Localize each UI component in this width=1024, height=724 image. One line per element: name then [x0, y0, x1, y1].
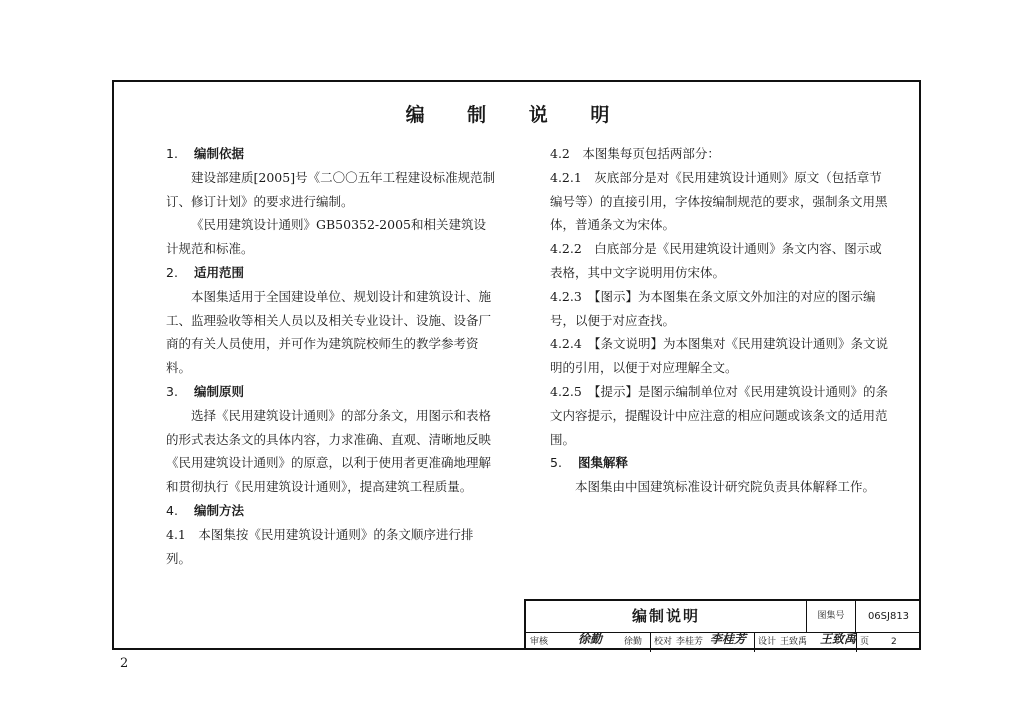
section-1-heading: [166, 142, 496, 166]
check-name: 李桂芳: [676, 637, 704, 647]
section-1-para-2: 《民用建筑设计通则》GB50352-2005和相关建筑设计规范和标准。: [166, 217, 486, 257]
drawing-sheet: [112, 80, 921, 650]
section-title: 编制方法: [194, 502, 245, 518]
check-label: 校对: [654, 637, 673, 647]
section-3-heading: [166, 380, 496, 404]
drawing-name: 编制说明: [631, 607, 700, 625]
section-2-para-1: 本图集适用于全国建设单位、规划设计和建筑设计、施工、监理验收等相关人员以及相关专业设计、设施、设备厂商的有关人员使用，并可作为建筑院校师生的教学参考资料。: [166, 288, 492, 376]
divider: [650, 632, 651, 652]
atlas-number-label: 图集号: [806, 601, 856, 632]
para-4-2: 4.2 本图集每页包括两部分：: [550, 146, 720, 161]
review-label: 审核: [530, 637, 549, 647]
para-4-2-2: 4.2.2 白底部分是《民用建筑设计通则》条文内容、图示或表格，其中文字说明用仿宋体。: [550, 241, 882, 280]
design-name: 王致禹: [780, 637, 808, 647]
divider: [856, 632, 857, 652]
section-number: 3.: [166, 383, 178, 399]
page-number: 2: [120, 656, 129, 671]
page-value: 2: [891, 637, 897, 647]
title-block: [524, 599, 921, 650]
title-block-row-2: [526, 632, 921, 652]
review-signature: 徐勤: [578, 632, 603, 646]
design-signature: 王致禹: [820, 632, 857, 646]
para-4-2-1: 4.2.1 灰底部分是对《民用建筑设计通则》原文（包括章节编号等）的直接引用，字体按编制规范的要求，强制条文用黑体，普通条文为宋体。: [550, 169, 888, 233]
section-title: 适用范围: [194, 264, 245, 280]
page-title: 编 制 说 明: [405, 104, 628, 126]
right-column: [550, 142, 890, 499]
section-4-heading: [166, 499, 496, 523]
review-name: 徐勤: [624, 637, 643, 647]
section-title: 编制依据: [194, 146, 245, 161]
design-label: 设计: [758, 637, 777, 647]
section-1-para-1: 建设部建质[2005]号《二〇〇五年工程建设标准规范制订、修订计划》的要求进行编制。: [166, 169, 496, 209]
section-4-para-1: 4.1 本图集按《民用建筑设计通则》的条文顺序进行排列。: [166, 526, 474, 566]
section-3-para-1: 选择《民用建筑设计通则》的部分条文，用图示和表格的形式表达条文的具体内容，力求准确、直观、清晰地反映《民用建筑设计通则》的原意，以利于使用者更准确地理解和贯彻执行《民用建筑设计通则》，提高建筑工程质量。: [166, 407, 492, 495]
atlas-number: 06SJ813: [867, 611, 910, 622]
left-column: [166, 142, 496, 570]
section-title: 编制原则: [194, 383, 245, 399]
para-4-2-4: 4.2.4 【条文说明】为本图集对《民用建筑设计通则》条文说明的引用，以便于对应理解全文。: [550, 336, 889, 376]
page-label: 页: [860, 637, 870, 647]
section-number: 4.: [166, 502, 178, 518]
check-signature: 李桂芳: [710, 632, 747, 646]
title-block-row-1: [526, 601, 921, 633]
divider: [754, 632, 755, 652]
section-5-heading: [550, 451, 890, 475]
section-number: 2.: [166, 264, 178, 280]
section-number: 1.: [166, 146, 178, 161]
para-4-2-5: 4.2.5 【提示】是图示编制单位对《民用建筑设计通则》的条文内容提示，提醒设计中应注意的相应问题或该条文的适用范围。: [550, 383, 889, 447]
section-2-heading: [166, 261, 496, 285]
section-5-para-1: 本图集由中国建筑标准设计研究院负责具体解释工作。: [575, 479, 876, 495]
section-title: 图集解释: [578, 455, 629, 471]
section-number: 5.: [550, 455, 562, 471]
para-4-2-3: 4.2.3 【图示】为本图集在条文原文外加注的对应的图示编号，以便于对应查找。: [550, 288, 876, 328]
